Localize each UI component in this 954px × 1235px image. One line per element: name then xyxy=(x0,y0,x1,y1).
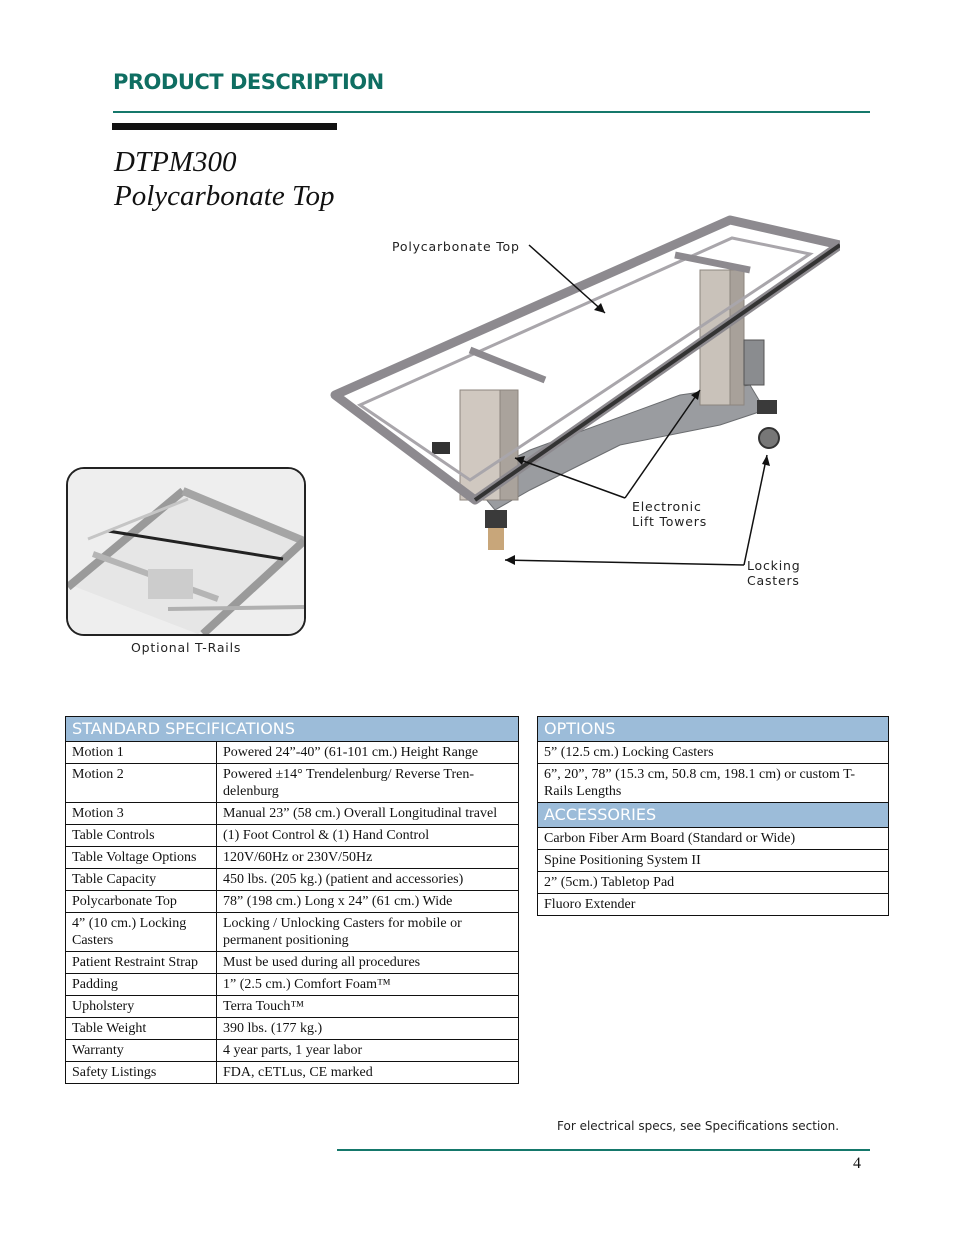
spec-value: Powered 24”-40” (61-101 cm.) Height Range xyxy=(217,742,519,764)
spec-label: Table Weight xyxy=(66,1018,217,1040)
callout-lift-towers xyxy=(632,499,707,529)
table-row xyxy=(66,952,519,974)
callout-lift-towers-line1: Electronic xyxy=(632,499,702,514)
spec-value: 120V/60Hz or 230V/50Hz xyxy=(217,847,519,869)
table-row xyxy=(66,1040,519,1062)
spec-label: Polycarbonate Top xyxy=(66,891,217,913)
spec-value: 78” (198 cm.) Long x 24” (61 cm.) Wide xyxy=(217,891,519,913)
accessory-item: Carbon Fiber Arm Board (Standard or Wide) xyxy=(538,828,889,850)
spec-label: Table Controls xyxy=(66,825,217,847)
title-bar xyxy=(112,123,337,130)
table-row xyxy=(66,1018,519,1040)
spec-label: Motion 2 xyxy=(66,764,217,803)
spec-value: 1” (2.5 cm.) Comfort Foam™ xyxy=(217,974,519,996)
callout-casters-line1: Locking xyxy=(747,558,801,573)
spec-value: Terra Touch™ xyxy=(217,996,519,1018)
callout-casters-line2: Casters xyxy=(747,573,800,588)
table-row xyxy=(66,913,519,952)
spec-label: Upholstery xyxy=(66,996,217,1018)
spec-label: Patient Restraint Strap xyxy=(66,952,217,974)
table-header-row xyxy=(66,717,519,742)
standard-specifications-table xyxy=(65,716,519,1084)
spec-label: Padding xyxy=(66,974,217,996)
page-number: 4 xyxy=(853,1155,861,1172)
standard-specifications-heading: STANDARD SPECIFICATIONS xyxy=(66,717,519,742)
accessory-item: Spine Positioning System II xyxy=(538,850,889,872)
table-row xyxy=(66,869,519,891)
spec-label: Motion 1 xyxy=(66,742,217,764)
table-row xyxy=(66,825,519,847)
table-row xyxy=(66,996,519,1018)
option-item: 6”, 20”, 78” (15.3 cm, 50.8 cm, 198.1 cm) or custom T-Rails Lengths xyxy=(538,764,889,803)
table-row xyxy=(538,764,889,803)
model-name: DTPM300 xyxy=(114,146,237,178)
table-row xyxy=(66,764,519,803)
callout-polycarbonate-top: Polycarbonate Top xyxy=(392,239,520,254)
callout-locking-casters xyxy=(747,558,800,588)
spec-value: 4 year parts, 1 year labor xyxy=(217,1040,519,1062)
spec-label: Motion 3 xyxy=(66,803,217,825)
spec-value: 390 lbs. (177 kg.) xyxy=(217,1018,519,1040)
table-row xyxy=(66,742,519,764)
accessory-item: Fluoro Extender xyxy=(538,894,889,916)
spec-label: Table Capacity xyxy=(66,869,217,891)
accessory-item: 2” (5cm.) Tabletop Pad xyxy=(538,872,889,894)
table-row xyxy=(538,742,889,764)
spec-label: Safety Listings xyxy=(66,1062,217,1084)
spec-value: Locking / Unlocking Casters for mobile or permanent positioning xyxy=(217,913,519,952)
table-row xyxy=(66,847,519,869)
option-item: 5” (12.5 cm.) Locking Casters xyxy=(538,742,889,764)
table-row xyxy=(66,974,519,996)
table-header-row xyxy=(538,717,889,742)
spec-label: 4” (10 cm.) Locking Casters xyxy=(66,913,217,952)
spec-value: (1) Foot Control & (1) Hand Control xyxy=(217,825,519,847)
table-row xyxy=(538,894,889,916)
callout-lift-towers-line2: Lift Towers xyxy=(632,514,708,529)
bottom-divider xyxy=(337,1149,870,1151)
t-rails-illustration xyxy=(68,469,304,634)
spec-label: Warranty xyxy=(66,1040,217,1062)
table-row xyxy=(538,872,889,894)
spec-label: Table Voltage Options xyxy=(66,847,217,869)
table-header-row xyxy=(538,803,889,828)
table-row xyxy=(66,1062,519,1084)
model-subtitle: Polycarbonate Top xyxy=(114,180,335,212)
spec-value: Manual 23” (58 cm.) Overall Longitudinal travel xyxy=(217,803,519,825)
callout-optional-t-rails: Optional T-Rails xyxy=(131,640,242,655)
product-illustration xyxy=(320,210,840,590)
model-title xyxy=(114,145,334,213)
spec-value: FDA, cETLus, CE marked xyxy=(217,1062,519,1084)
footnote: For electrical specs, see Specifications section. xyxy=(557,1119,840,1133)
options-heading: OPTIONS xyxy=(538,717,889,742)
table-row xyxy=(538,850,889,872)
table-row xyxy=(66,891,519,913)
table-row xyxy=(66,803,519,825)
accessories-heading: ACCESSORIES xyxy=(538,803,889,828)
spec-value: Powered ±14° Trendelenburg/ Reverse Tren-delenburg xyxy=(217,764,519,803)
spec-value: 450 lbs. (205 kg.) (patient and accessories) xyxy=(217,869,519,891)
top-divider xyxy=(113,111,870,113)
t-rails-inset-image xyxy=(66,467,306,636)
section-title: PRODUCT DESCRIPTION xyxy=(113,70,384,94)
table-row xyxy=(538,828,889,850)
options-accessories-table xyxy=(537,716,889,916)
spec-value: Must be used during all procedures xyxy=(217,952,519,974)
